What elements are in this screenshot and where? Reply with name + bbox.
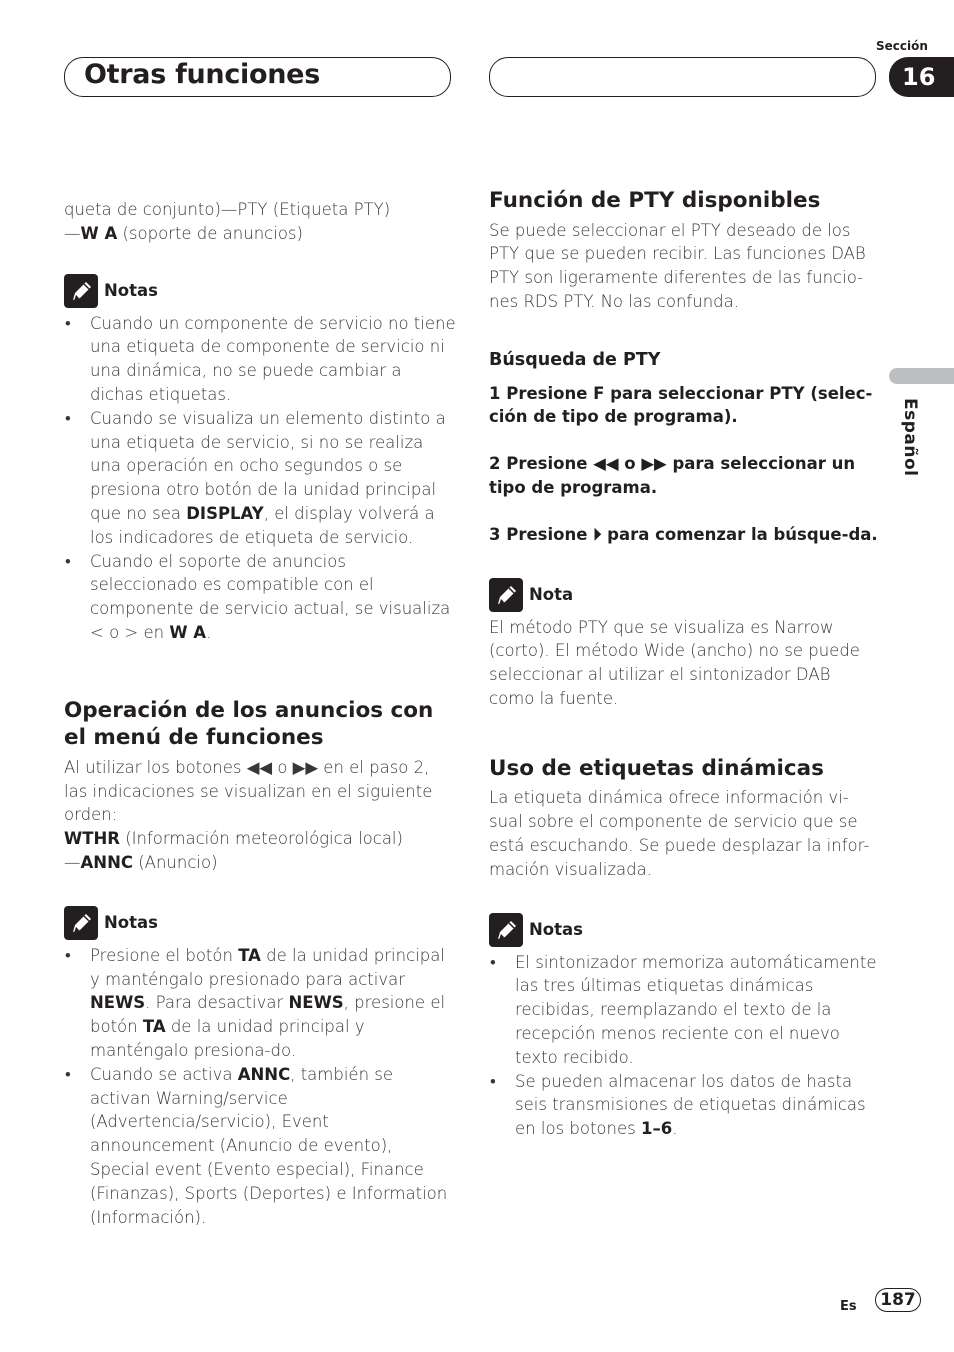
section-heading: Función de PTY disponibles (489, 188, 821, 213)
annc-label: ANNC (80, 852, 133, 872)
ta-label: TA (142, 1017, 166, 1037)
paragraph-text: (Información meteorológica local) (119, 829, 403, 849)
annc-label: ANNC (237, 1064, 291, 1084)
section-heading: Operación de los anuncios con el menú de funciones (64, 697, 434, 751)
list-item-text: , presione el botón (90, 993, 446, 1037)
list-item (64, 944, 456, 1063)
list-item-text: Cuando el soporte de anuncios seleccionado es compatible con el componente de servicio actual, se visualiza < o > en (90, 551, 451, 642)
list-item-text: . (672, 1119, 678, 1139)
step-1: 1 Presione F para seleccionar PTY (selec-ción de tipo de programa). (489, 383, 873, 427)
language-tab-bar (889, 368, 954, 384)
intro-line-1: queta de conjunto)—PTY (Etiqueta PTY) (64, 200, 391, 219)
notes-header (489, 913, 879, 947)
list-item-text: Cuando se activa (90, 1064, 238, 1084)
note-header (489, 578, 879, 612)
list-item (64, 1063, 456, 1230)
notes-label: Notas (104, 281, 158, 301)
ta-label: TA (238, 945, 261, 965)
pencil-note-icon (489, 913, 523, 947)
notes-label: Notas (529, 920, 583, 940)
step-3: 3 Presione ⏵ para comenzar la búsque-da. (489, 524, 878, 544)
list-item (64, 407, 456, 550)
paragraph-text: Al utilizar los botones ◀◀ o ▶▶ en el paso 2, las indicaciones se visualizan en el siguiente orden: (64, 757, 433, 825)
list-item-text: , también se activan Warning/service (Advertencia/servicio), Event announcement (Anuncio de evento), Special event (Evento especial), Finance (Finanzas), Sports (Deportes) e Information (Información). (90, 1064, 448, 1227)
note-text: El método PTY que se visualiza es Narrow (corto). El método Wide (ancho) no se puede seleccionar al utilizar el sintonizador DAB como la fuente. (489, 617, 860, 709)
notes-list (64, 944, 456, 1230)
list-item-text: . Para desactivar (145, 993, 289, 1013)
pencil-note-icon (64, 274, 98, 308)
header-right-frame (489, 57, 876, 97)
display-button-label: DISPLAY (186, 503, 264, 523)
section-number-badge: 16 (889, 57, 954, 97)
left-column (64, 198, 456, 1229)
intro-suffix: (soporte de anuncios) (117, 223, 303, 243)
notes-list (64, 312, 456, 645)
paragraph-dash: — (64, 852, 81, 872)
list-item-text: Presione el botón (90, 945, 239, 965)
language-tab-label: Español (900, 398, 920, 477)
pencil-note-icon (489, 578, 523, 612)
pencil-note-icon (64, 906, 98, 940)
paragraph (64, 756, 456, 875)
note-label: Nota (529, 585, 574, 605)
intro-dash: — (64, 223, 81, 243)
page-title: Otras funciones (84, 59, 320, 90)
list-item-text: . (206, 622, 212, 642)
paragraph: La etiqueta dinámica ofrece información vi-sual sobre el componente de servicio que se está escuchando. Se puede desplazar la infor-mación visualizada. (489, 788, 870, 879)
news-label: NEWS (90, 993, 146, 1013)
step-2: 2 Presione ◀◀ o ▶▶ para seleccionar un tipo de programa. (489, 454, 856, 498)
list-item: • El sintonizador memoriza automáticamente las tres últimas etiquetas dinámicas recibidas, reemplazando el texto de la recepción menos reciente con el nuevo texto recibido. (489, 951, 879, 1070)
wa-indicator-label: W A (169, 622, 207, 642)
page-number: 187 (875, 1288, 921, 1312)
list-item-text: Cuando se visualiza un elemento distinto a una etiqueta de servicio, si no se realiza una operación en ocho segundos o se presiona otro botón de la unidad principal que no sea (90, 408, 446, 523)
section-label: Sección (876, 39, 928, 53)
buttons-range-label: 1–6 (640, 1119, 673, 1139)
list-item (64, 550, 456, 645)
list-item-text: de la unidad principal y manténgalo presionado para activar (90, 945, 445, 989)
list-item-text: Se pueden almacenar los datos de hasta seis transmisiones de etiquetas dinámicas en los botones (515, 1071, 866, 1139)
list-item-text: de la unidad principal y manténgalo presiona-do. (90, 1017, 365, 1060)
right-column (489, 187, 879, 1141)
notes-label: Notas (104, 913, 158, 933)
intro-text (64, 198, 456, 246)
subsection-heading: Búsqueda de PTY (489, 349, 661, 370)
notes-header (64, 274, 456, 308)
news-label: NEWS (288, 993, 344, 1013)
notes-list (489, 951, 879, 1141)
language-code: Es (840, 1299, 857, 1314)
notes-header (64, 906, 456, 940)
list-item: • Cuando un componente de servicio no tiene una etiqueta de componente de servicio ni una dinámica, no se puede cambiar a dichas etiquetas. (64, 312, 456, 407)
paragraph-text: (Anuncio) (133, 852, 218, 872)
wthr-label: WTHR (64, 829, 120, 849)
list-item-text: , el display volverá a los indicadores de etiqueta de servicio. (90, 503, 435, 547)
intro-bold: W A (80, 223, 118, 243)
paragraph: Se puede seleccionar el PTY deseado de los PTY que se pueden recibir. Las funciones DAB PTY son ligeramente diferentes de las funcio-nes RDS PTY. No las confunda. (489, 220, 866, 311)
section-heading: Uso de etiquetas dinámicas (489, 755, 824, 781)
list-item (489, 1070, 879, 1141)
